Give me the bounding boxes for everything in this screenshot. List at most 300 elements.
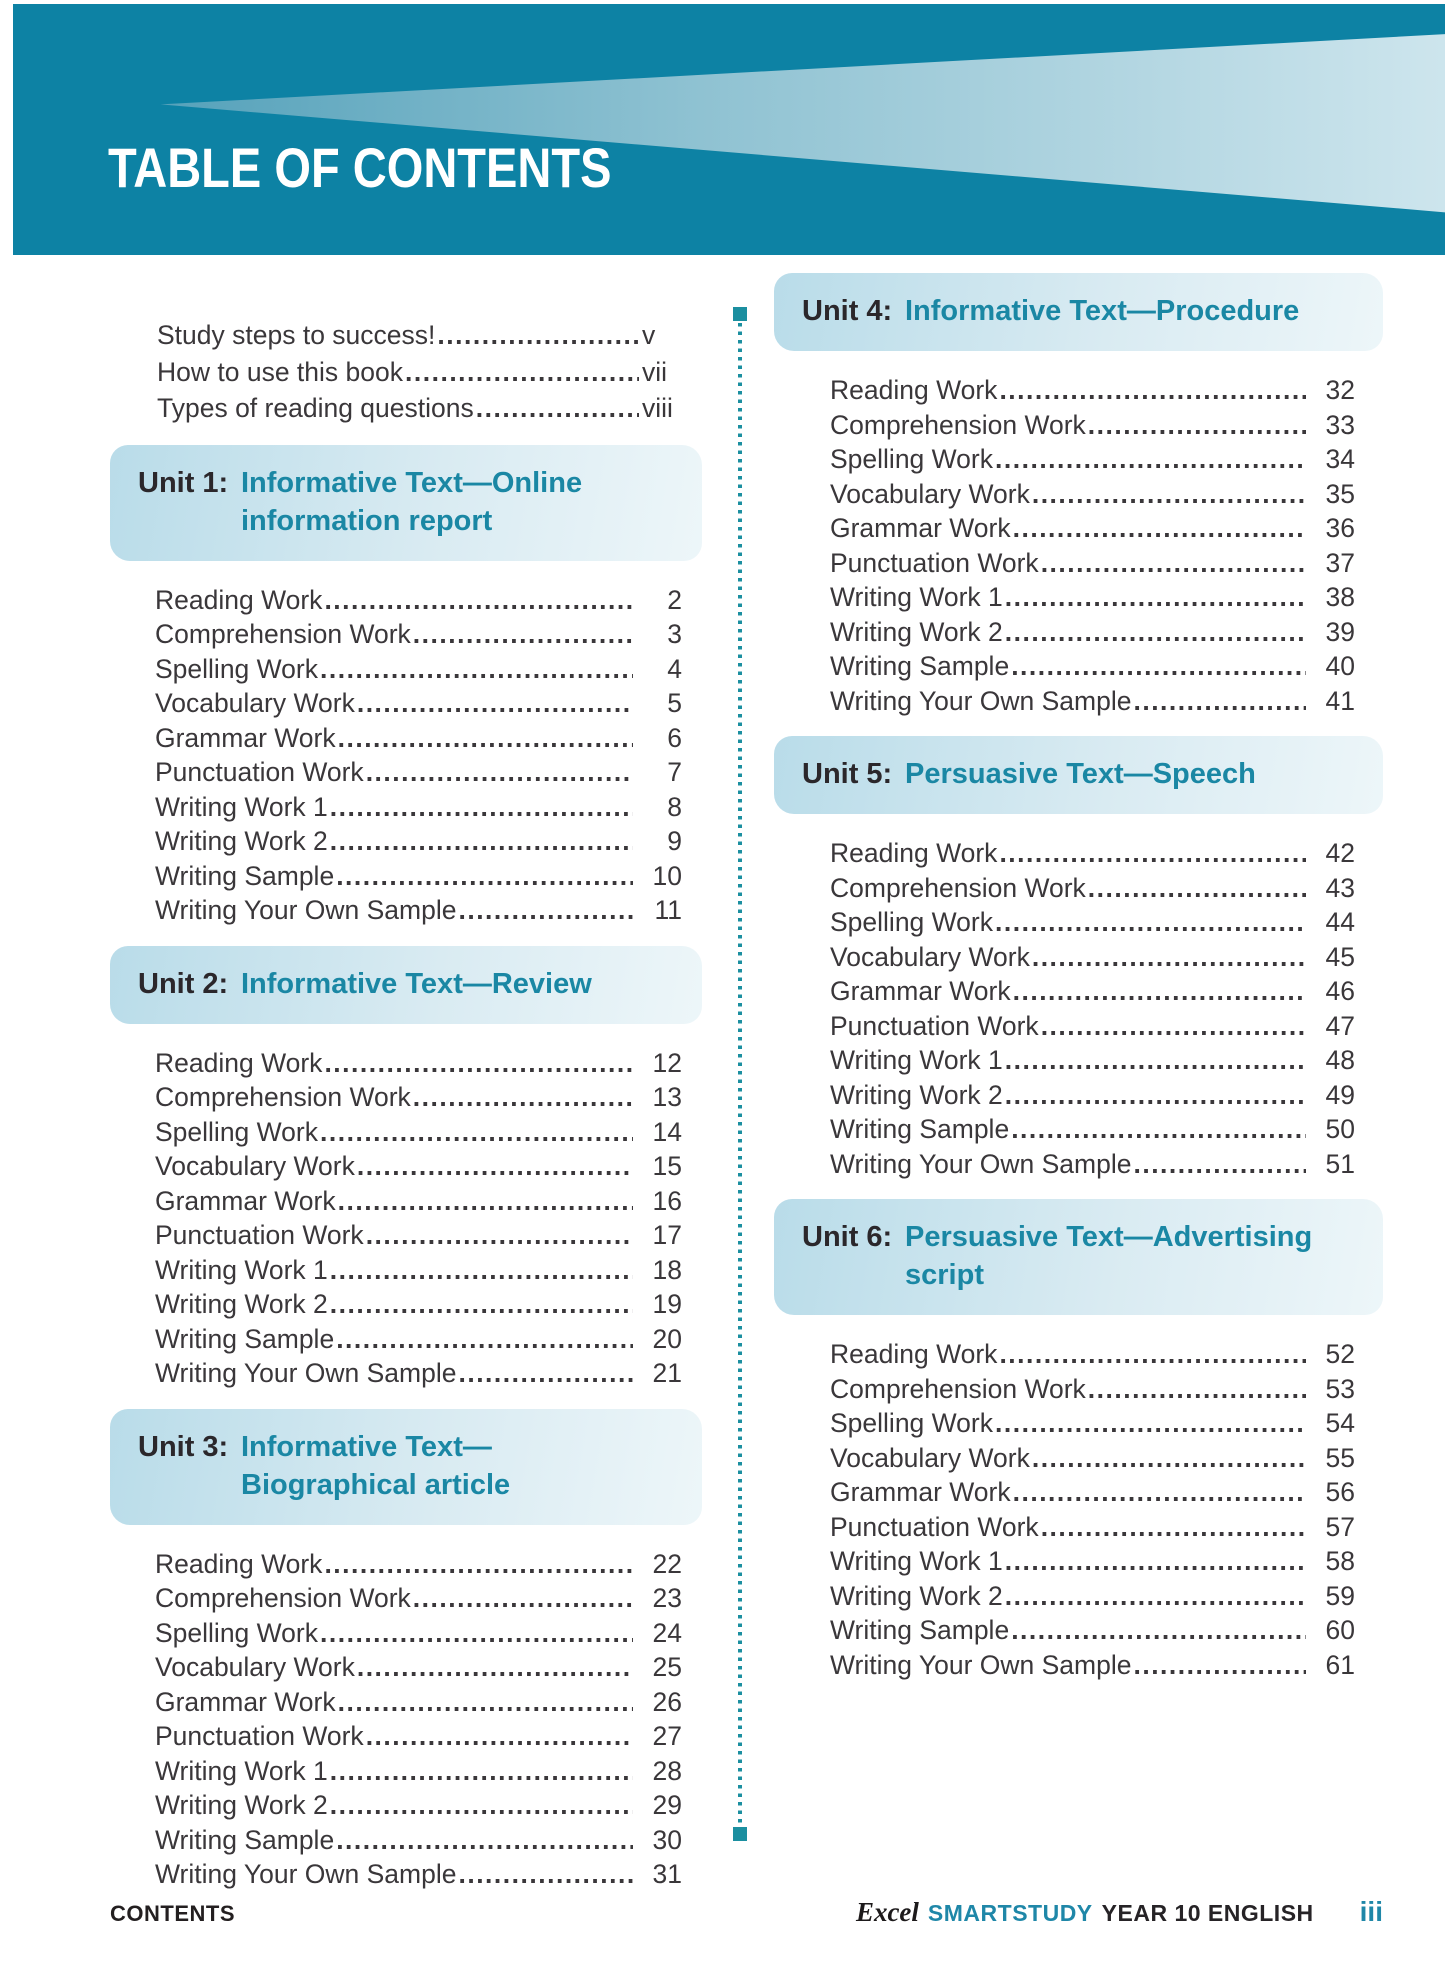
toc-entry-label: Grammar Work	[155, 1686, 336, 1717]
toc-entry	[155, 1253, 682, 1288]
toc-entry-label: Comprehension Work	[155, 1082, 411, 1112]
brand-smartstudy: SMARTSTUDY	[927, 1900, 1093, 1926]
toc-entry-page: 17	[652, 1220, 682, 1250]
toc-entry-label: Reading Work	[830, 838, 998, 868]
toc-leader-dots	[1032, 477, 1306, 512]
toc-entry-page: 55	[1325, 1442, 1355, 1473]
toc-leader-dots	[357, 1149, 633, 1184]
toc-entry-page: 43	[1325, 872, 1355, 903]
toc-entry-page: 30	[652, 1824, 682, 1855]
toc-leader-dots	[1013, 974, 1306, 1009]
toc-entry-page: viii	[642, 393, 673, 423]
toc-entry	[155, 1046, 682, 1081]
toc-entry-label: Spelling Work	[155, 653, 318, 684]
toc-leader-dots	[413, 617, 633, 652]
unit-title	[241, 965, 592, 1003]
toc-entry	[155, 652, 682, 687]
unit-title-line: Informative Text—	[241, 1430, 492, 1463]
toc-entry	[830, 546, 1355, 581]
toc-entry	[155, 1149, 682, 1184]
toc-leader-dots	[1005, 1544, 1306, 1579]
unit-header	[774, 273, 1383, 351]
divider-bottom-square	[733, 1827, 747, 1841]
toc-entry	[155, 1218, 682, 1253]
toc-entry	[830, 940, 1355, 975]
toc-entry	[155, 617, 682, 652]
toc-entry-label: Writing Sample	[830, 1114, 1010, 1144]
toc-entry	[155, 1356, 682, 1391]
toc-entry-page: 41	[1325, 685, 1355, 716]
toc-entry-label: Reading Work	[155, 1047, 323, 1078]
toc-entry	[830, 511, 1355, 546]
toc-entry	[830, 1475, 1355, 1510]
toc-entry	[155, 1857, 682, 1892]
toc-entry-label: Writing Sample	[155, 1824, 335, 1855]
toc-leader-dots	[1013, 1475, 1306, 1510]
toc-entry	[155, 1115, 682, 1150]
toc-leader-dots	[995, 1406, 1306, 1441]
toc-leader-dots	[1041, 546, 1306, 581]
toc-leader-dots	[476, 390, 639, 427]
toc-leader-dots	[320, 652, 633, 687]
toc-entry-page: 27	[652, 1721, 682, 1751]
toc-entry-page: 34	[1325, 444, 1355, 474]
divider-dotted-line	[738, 323, 742, 1825]
toc-entry-page: 13	[652, 1082, 682, 1112]
toc-entry	[155, 1547, 682, 1582]
toc-entry-page: 60	[1325, 1615, 1355, 1645]
toc-entry	[155, 1287, 682, 1322]
toc-entry	[830, 1372, 1355, 1407]
toc-entry-page: 56	[1325, 1477, 1355, 1507]
toc-entry-page: 2	[667, 584, 682, 615]
toc-entry-label: Writing Work 2	[155, 1289, 328, 1319]
toc-leader-dots	[324, 583, 633, 618]
toc-entry	[157, 354, 694, 391]
toc-leader-dots	[320, 1115, 633, 1150]
unit-section	[774, 273, 1383, 718]
toc-entry	[830, 871, 1355, 906]
toc-entry	[830, 477, 1355, 512]
toc-leader-dots	[1005, 580, 1306, 615]
toc-leader-dots	[1032, 940, 1306, 975]
toc-entry-label: Writing Work 1	[830, 1045, 1003, 1075]
divider-top-square	[733, 307, 747, 321]
toc-entry-page: 7	[667, 757, 682, 787]
toc-entry-label: Vocabulary Work	[830, 1442, 1030, 1473]
toc-entry	[830, 905, 1355, 940]
toc-entry-label: Writing Work 2	[830, 1079, 1003, 1110]
toc-entry-label: Writing Work 1	[830, 1546, 1003, 1576]
unit-title-line: Biographical article	[241, 1468, 511, 1501]
toc-entry-label: Spelling Work	[155, 1617, 318, 1648]
toc-leader-dots	[1133, 1147, 1306, 1182]
toc-entry-page: 49	[1325, 1079, 1355, 1110]
toc-entry-label: Vocabulary Work	[830, 941, 1030, 972]
toc-leader-dots	[1005, 615, 1306, 650]
toc-entry-page: 59	[1325, 1580, 1355, 1611]
footer-brand	[856, 1896, 1383, 1928]
toc-entry-page: 39	[1325, 616, 1355, 647]
unit-title-line: Informative Text—Online	[241, 466, 583, 499]
toc-entry-page: vii	[642, 356, 668, 387]
toc-leader-dots	[458, 1356, 633, 1391]
toc-entry-page: 28	[652, 1755, 682, 1786]
toc-entry-label: How to use this book	[157, 356, 403, 387]
toc-entry-label: Writing Work 1	[830, 582, 1003, 612]
toc-leader-dots	[330, 824, 633, 859]
toc-entry-label: Writing Your Own Sample	[830, 1649, 1132, 1680]
toc-leader-dots	[1088, 408, 1306, 443]
toc-leader-dots	[330, 790, 633, 825]
toc-entry-label: Writing Work 2	[155, 826, 328, 856]
toc-entry	[830, 684, 1355, 719]
toc-entry-page: 8	[667, 791, 682, 822]
toc-entry-label: Writing Work 1	[155, 1254, 328, 1285]
toc-entry-page: 4	[667, 653, 682, 684]
toc-entry	[155, 1650, 682, 1685]
toc-entry-label: Writing Your Own Sample	[155, 895, 457, 925]
toc-leader-dots	[458, 1857, 633, 1892]
toc-entry	[155, 1184, 682, 1219]
toc-entry-page: 12	[652, 1047, 682, 1078]
toc-entry-label: Writing Work 1	[155, 791, 328, 822]
toc-entry	[830, 580, 1355, 615]
toc-entry	[155, 1616, 682, 1651]
toc-entry-label: Spelling Work	[830, 907, 993, 937]
unit-entries-list	[830, 373, 1355, 718]
toc-leader-dots	[336, 859, 633, 894]
toc-entry-label: Writing Sample	[155, 860, 335, 891]
toc-entry-page: 45	[1325, 941, 1355, 972]
toc-leader-dots	[1011, 649, 1306, 684]
toc-entry-label: Vocabulary Work	[155, 1652, 355, 1682]
unit-header	[110, 445, 702, 561]
toc-entry-label: Writing Work 2	[830, 616, 1003, 647]
unit-title-line: Persuasive Text—Speech	[905, 758, 1256, 790]
unit-header	[774, 1199, 1383, 1315]
toc-leader-dots	[1005, 1078, 1306, 1113]
unit-section	[110, 445, 702, 928]
toc-leader-dots	[338, 721, 633, 756]
toc-entry	[155, 790, 682, 825]
unit-number: Unit 4:	[802, 295, 893, 327]
unit-entries-list	[155, 1547, 682, 1892]
toc-entry-label: Punctuation Work	[830, 1010, 1039, 1041]
unit-number: Unit 5:	[802, 758, 893, 790]
toc-leader-dots	[1088, 1372, 1306, 1407]
toc-leader-dots	[1011, 1613, 1306, 1648]
toc-entry-label: Grammar Work	[155, 1185, 336, 1216]
unit-title-line: Informative Text—Procedure	[905, 295, 1300, 327]
toc-entry	[830, 1510, 1355, 1545]
toc-entry-label: Grammar Work	[155, 722, 336, 753]
toc-entry	[830, 1009, 1355, 1044]
toc-entry-page: 29	[652, 1790, 682, 1820]
toc-entry	[155, 893, 682, 928]
toc-leader-dots	[336, 1823, 633, 1858]
toc-entry-label: Punctuation Work	[830, 1511, 1039, 1542]
page-header-band	[13, 4, 1445, 255]
toc-entry-label: Reading Work	[830, 1339, 998, 1369]
brand-course-name: YEAR 10 ENGLISH	[1101, 1900, 1314, 1926]
toc-entry-label: Spelling Work	[155, 1116, 318, 1147]
toc-entry-label: Comprehension Work	[155, 619, 411, 649]
toc-entry-label: Writing Work 1	[155, 1755, 328, 1786]
toc-entry-page: 23	[652, 1583, 682, 1613]
toc-leader-dots	[999, 1337, 1306, 1372]
toc-entry	[155, 721, 682, 756]
toc-entry-page: 47	[1325, 1010, 1355, 1041]
toc-leader-dots	[405, 354, 639, 391]
toc-entry-label: Reading Work	[155, 1548, 323, 1579]
toc-entry-page: 21	[652, 1358, 682, 1388]
toc-entry-label: Punctuation Work	[830, 547, 1039, 578]
toc-column-right	[774, 255, 1383, 1690]
toc-entry-label: Study steps to success!	[157, 320, 436, 350]
toc-entry	[155, 1685, 682, 1720]
unit-title-line: Informative Text—Review	[241, 967, 592, 1000]
toc-leader-dots	[338, 1685, 633, 1720]
toc-entry-label: Writing Sample	[830, 1615, 1010, 1645]
toc-entry-page: 37	[1325, 547, 1355, 578]
unit-section	[110, 1409, 702, 1892]
toc-leader-dots	[366, 1218, 633, 1253]
toc-entry	[155, 1080, 682, 1115]
unit-title-line: information report	[241, 504, 493, 537]
toc-entry-page: 44	[1325, 907, 1355, 937]
toc-leader-dots	[324, 1547, 633, 1582]
toc-entry	[155, 583, 682, 618]
toc-entry	[157, 390, 694, 427]
page-footer	[110, 1896, 1383, 1928]
toc-entry-page: 33	[1325, 409, 1355, 440]
toc-entry-label: Vocabulary Work	[155, 1151, 355, 1181]
toc-entry	[155, 1581, 682, 1616]
toc-entry-label: Writing Your Own Sample	[155, 1859, 457, 1889]
unit-entries-list	[155, 583, 682, 928]
toc-leader-dots	[1133, 1648, 1306, 1683]
column-divider	[733, 307, 747, 1841]
toc-entry-page: 15	[652, 1151, 682, 1181]
toc-leader-dots	[1041, 1009, 1306, 1044]
toc-entry-page: 54	[1325, 1408, 1355, 1438]
unit-header	[110, 1409, 702, 1525]
toc-leader-dots	[995, 905, 1306, 940]
toc-entry	[830, 1544, 1355, 1579]
toc-leader-dots	[413, 1581, 633, 1616]
toc-leader-dots	[1005, 1579, 1306, 1614]
toc-entry	[830, 1579, 1355, 1614]
toc-entry-page: 58	[1325, 1546, 1355, 1576]
toc-entry	[155, 686, 682, 721]
toc-entry	[155, 859, 682, 894]
toc-entry-label: Grammar Work	[830, 1477, 1011, 1507]
toc-entry-page: 61	[1325, 1649, 1355, 1680]
toc-leader-dots	[1005, 1043, 1306, 1078]
toc-entry-label: Grammar Work	[830, 513, 1011, 543]
unit-title	[241, 1428, 510, 1504]
unit-title	[241, 464, 582, 540]
toc-entry-label: Comprehension Work	[155, 1583, 411, 1613]
toc-entry-label: Comprehension Work	[830, 1373, 1086, 1404]
toc-entry-page: 53	[1325, 1373, 1355, 1404]
toc-entry-page: 11	[654, 895, 682, 925]
toc-leader-dots	[366, 755, 633, 790]
toc-leader-dots	[1041, 1510, 1306, 1545]
toc-entry	[830, 1441, 1355, 1476]
toc-entry	[830, 408, 1355, 443]
toc-entry-label: Vocabulary Work	[155, 688, 355, 718]
toc-entry	[830, 373, 1355, 408]
front-matter-list	[157, 317, 694, 427]
toc-leader-dots	[1133, 684, 1306, 719]
toc-entry-page: 32	[1325, 375, 1355, 405]
toc-leader-dots	[1032, 1441, 1306, 1476]
toc-leader-dots	[1013, 511, 1306, 546]
toc-entry	[830, 1043, 1355, 1078]
toc-entry	[830, 1078, 1355, 1113]
toc-entry	[155, 1719, 682, 1754]
left-units-container	[110, 445, 702, 1892]
toc-leader-dots	[999, 373, 1306, 408]
toc-entry-page: 19	[652, 1289, 682, 1319]
toc-entry-label: Grammar Work	[830, 976, 1011, 1006]
unit-number: Unit 3:	[138, 1430, 229, 1463]
toc-entry-page: 20	[652, 1323, 682, 1354]
toc-entry-label: Reading Work	[155, 584, 323, 615]
unit-title-line: script	[905, 1259, 984, 1291]
toc-leader-dots	[366, 1719, 633, 1754]
right-units-container	[774, 273, 1383, 1682]
toc-entry-page: 36	[1325, 513, 1355, 543]
footer-page-number: iii	[1359, 1896, 1383, 1927]
unit-entries-list	[830, 1337, 1355, 1682]
toc-entry-page: 57	[1325, 1511, 1355, 1542]
toc-entry	[155, 1823, 682, 1858]
toc-leader-dots	[330, 1287, 633, 1322]
toc-leader-dots	[338, 1184, 633, 1219]
unit-section	[110, 946, 702, 1391]
unit-number: Unit 6:	[802, 1221, 893, 1253]
footer-section-label: CONTENTS	[110, 1901, 235, 1926]
toc-entry	[155, 1754, 682, 1789]
toc-entry	[830, 1147, 1355, 1182]
toc-leader-dots	[336, 1322, 633, 1357]
toc-entry-page: 3	[667, 619, 682, 649]
toc-entry	[830, 442, 1355, 477]
toc-entry	[830, 1406, 1355, 1441]
toc-column-left	[110, 255, 702, 1900]
toc-leader-dots	[437, 317, 639, 354]
toc-entry	[830, 1337, 1355, 1372]
toc-entry-label: Reading Work	[830, 375, 998, 405]
toc-entry-page: 22	[652, 1548, 682, 1579]
unit-header	[110, 946, 702, 1024]
toc-leader-dots	[324, 1046, 633, 1081]
toc-entry	[830, 649, 1355, 684]
toc-entry-page: 14	[652, 1116, 682, 1147]
toc-entry-page: 26	[652, 1686, 682, 1717]
toc-entry-label: Writing Work 2	[155, 1790, 328, 1820]
unit-entries-list	[830, 836, 1355, 1181]
brand-excel-logo: Excel	[855, 1897, 919, 1927]
toc-entry	[155, 1322, 682, 1357]
toc-entry	[830, 1613, 1355, 1648]
unit-title	[905, 1218, 1312, 1294]
toc-leader-dots	[357, 686, 633, 721]
toc-entry-page: 40	[1325, 651, 1355, 681]
toc-entry-page: 5	[667, 688, 682, 718]
toc-entry-page: 51	[1325, 1148, 1355, 1179]
toc-leader-dots	[999, 836, 1306, 871]
toc-leader-dots	[413, 1080, 633, 1115]
unit-section	[774, 736, 1383, 1181]
toc-leader-dots	[330, 1754, 633, 1789]
toc-entry	[155, 755, 682, 790]
toc-entry-label: Writing Work 2	[830, 1580, 1003, 1611]
unit-number: Unit 2:	[138, 967, 229, 1000]
toc-leader-dots	[1088, 871, 1306, 906]
toc-entry-label: Punctuation Work	[155, 1220, 364, 1250]
toc-leader-dots	[995, 442, 1306, 477]
toc-entry-label: Punctuation Work	[155, 1721, 364, 1751]
toc-entry-label: Writing Your Own Sample	[830, 1148, 1132, 1179]
toc-entry	[830, 836, 1355, 871]
unit-title	[905, 755, 1256, 793]
unit-title	[905, 292, 1299, 330]
page-title: TABLE OF CONTENTS	[108, 136, 612, 199]
toc-leader-dots	[330, 1788, 633, 1823]
toc-entry-label: Types of reading questions	[157, 393, 474, 423]
toc-entry-label: Comprehension Work	[830, 409, 1086, 440]
unit-title-line: Persuasive Text—Advertising	[905, 1221, 1313, 1253]
unit-number: Unit 1:	[138, 466, 229, 499]
toc-entry-label: Spelling Work	[830, 444, 993, 474]
toc-entry-page: 25	[652, 1652, 682, 1682]
toc-entry-page: 50	[1325, 1114, 1355, 1144]
toc-entry-label: Vocabulary Work	[830, 478, 1030, 509]
toc-entry-page: 42	[1325, 838, 1355, 868]
toc-entry-page: 6	[667, 722, 682, 753]
toc-entry	[830, 1112, 1355, 1147]
toc-entry-page: 38	[1325, 582, 1355, 612]
toc-entry-page: 18	[652, 1254, 682, 1285]
toc-entry	[830, 974, 1355, 1009]
toc-entry-label: Writing Your Own Sample	[155, 1358, 457, 1388]
toc-entry-page: 46	[1325, 976, 1355, 1006]
toc-entry	[155, 1788, 682, 1823]
toc-entry-page: 52	[1325, 1339, 1355, 1369]
toc-entry	[830, 615, 1355, 650]
toc-entry-label: Writing Your Own Sample	[830, 685, 1132, 716]
toc-entry-label: Writing Sample	[155, 1323, 335, 1354]
toc-leader-dots	[330, 1253, 633, 1288]
unit-entries-list	[155, 1046, 682, 1391]
toc-entry	[830, 1648, 1355, 1683]
toc-entry-page: 24	[652, 1617, 682, 1648]
toc-entry-page: v	[642, 320, 656, 350]
toc-entry-page: 9	[667, 826, 682, 856]
header-gradient-wedge	[13, 4, 1445, 255]
unit-header	[774, 736, 1383, 814]
toc-entry-page: 48	[1325, 1045, 1355, 1075]
toc-entry	[157, 317, 694, 354]
toc-leader-dots	[357, 1650, 633, 1685]
toc-entry-label: Comprehension Work	[830, 872, 1086, 903]
toc-leader-dots	[1011, 1112, 1306, 1147]
toc-entry-page: 31	[652, 1859, 682, 1889]
